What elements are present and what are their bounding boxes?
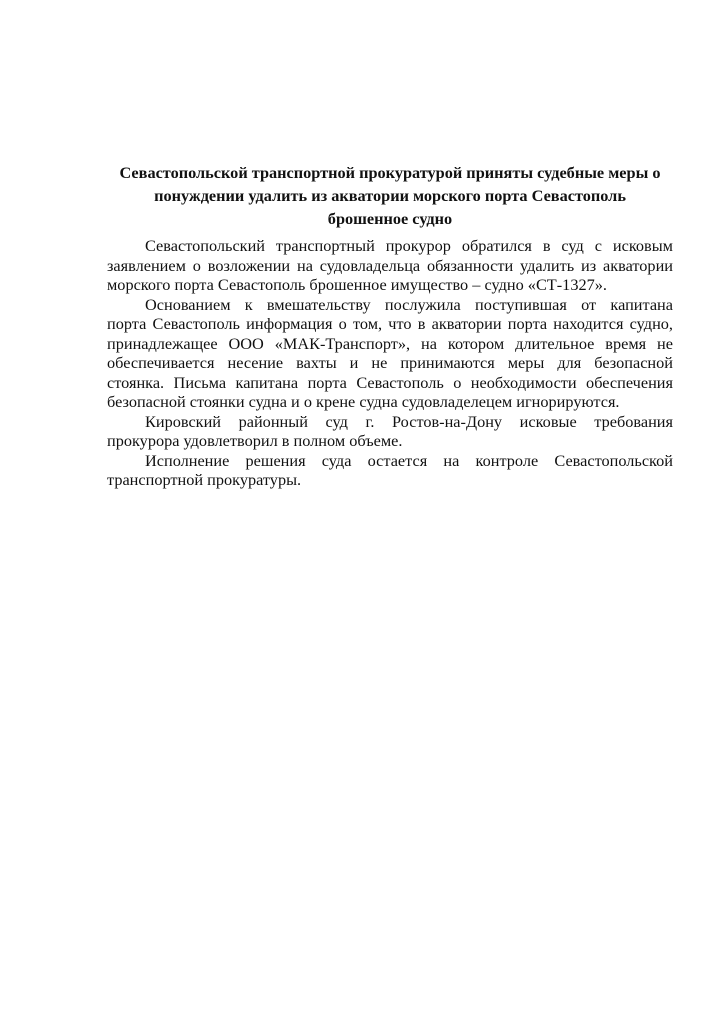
- paragraph-line: стоянка. Письма капитана порта Севастополь о необходимости обеспечения: [107, 372, 673, 392]
- paragraph-line: порта Севастополь информация о том, что в акватории порта находится судно,: [107, 314, 673, 333]
- paragraph-line: заявлением о возложении на судовладельца обязанности удалить из акватории: [107, 255, 673, 275]
- paragraph-line: безопасной стоянки судна и о крене судна судовладелецем игнорируются.: [107, 392, 620, 411]
- title-line: понуждении удалить из акватории морского порта Севастополь: [154, 186, 626, 205]
- title-line: Севастопольской транспортной прокуратурой приняты судебные меры о: [119, 163, 661, 182]
- paragraph-line: Основанием к вмешательству послужила поступившая от капитана: [145, 294, 673, 314]
- document-title: [100, 161, 680, 230]
- paragraph-line: Севастопольский транспортный прокурор обратился в суд с исковым: [145, 236, 673, 255]
- paragraph-line: Кировский районный суд г. Ростов-на-Дону исковые требования: [145, 411, 673, 431]
- paragraph-line: морского порта Севастополь брошенное имущество – судно «СТ-1327».: [107, 275, 607, 294]
- document-body: [107, 236, 673, 490]
- paragraph-line: принадлежащее ООО «МАК-Транспорт», на котором длительное время не: [107, 333, 673, 353]
- paragraph-line: прокурора удовлетворил в полном объеме.: [107, 431, 403, 450]
- paragraph-line: обеспечивается несение вахты и не принимаются меры для безопасной: [107, 353, 673, 372]
- paragraph-line: транспортной прокуратуры.: [107, 470, 302, 489]
- title-line: брошенное судно: [327, 209, 453, 228]
- paragraph-line: Исполнение решения суда остается на контроле Севастопольской: [145, 450, 673, 470]
